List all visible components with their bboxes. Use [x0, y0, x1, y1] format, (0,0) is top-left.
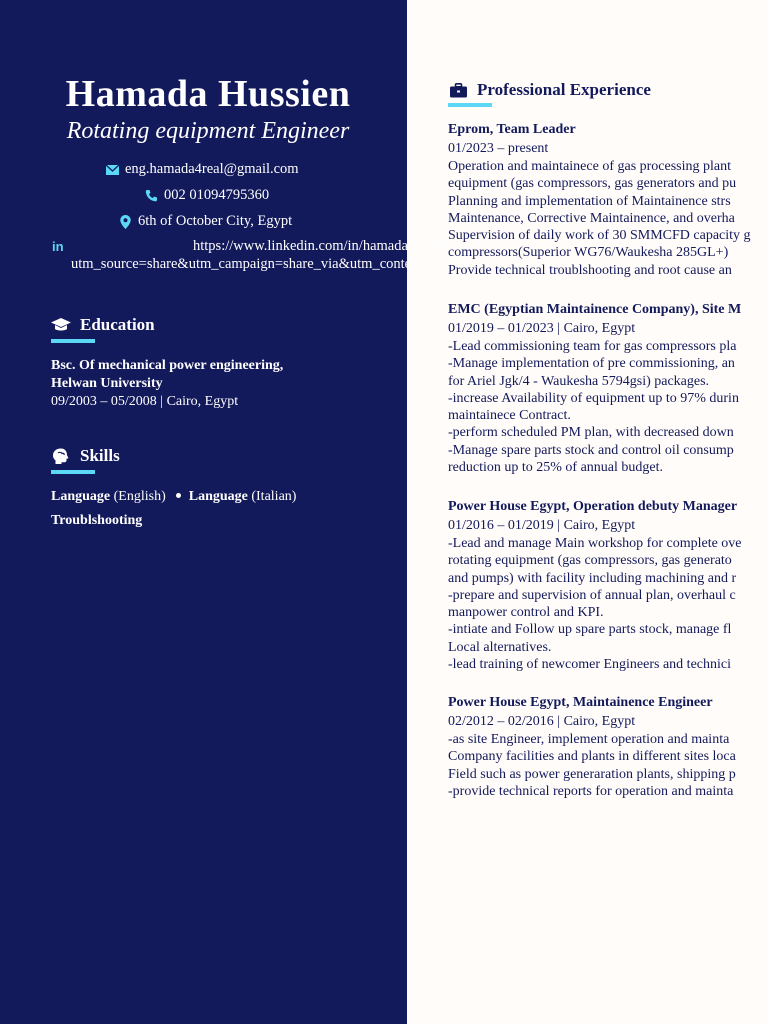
job-entry — [448, 497, 768, 673]
contact-email[interactable] — [105, 161, 299, 178]
job-line: -provide technical reports for operation and mainta — [448, 783, 734, 799]
job-line: -perform scheduled PM plan, with decreased down — [448, 425, 734, 441]
job-line: -Manage spare parts stock and control oil consump — [448, 442, 734, 458]
skill-label: Troublshooting — [51, 513, 143, 528]
graduation-cap-icon — [51, 316, 71, 334]
skills-heading — [51, 446, 120, 466]
job-entry — [448, 693, 768, 800]
education-dates: 09/2003 – 05/2008 | Cairo, Egypt — [51, 394, 239, 409]
job-line: Supervision of daily work of 30 SMMCFD capacity g — [448, 228, 751, 244]
job-line: rotating equipment (gas compressors, gas generato — [448, 553, 732, 569]
job-line: -prepare and supervision of annual plan, overhaul c — [448, 587, 736, 603]
skills-underline — [51, 470, 95, 474]
job-entry — [448, 300, 768, 476]
education-heading — [51, 315, 155, 335]
job-meta: 01/2016 – 01/2019 | Cairo, Egypt — [448, 518, 636, 533]
phone-icon — [144, 189, 158, 203]
person-role: Rotating equipment Engineer — [66, 118, 350, 144]
job-line: Company facilities and plants in different sites loca — [448, 749, 736, 765]
job-meta: 01/2023 – present — [448, 141, 549, 156]
education-heading-text: Education — [80, 315, 155, 334]
experience-underline — [448, 103, 492, 107]
job-line: equipment (gas compressors, gas generators and pu — [448, 176, 737, 192]
location-text: 6th of October City, Egypt — [138, 213, 293, 229]
job-line: Maintenance, Corrective Maintainence, and overha — [448, 210, 735, 226]
job-line: compressors(Superior WG76/Waukesha 285GL+) — [448, 245, 729, 261]
skills-row-1 — [51, 489, 296, 505]
linkedin-url-line2[interactable]: utm_source=share&utm_campaign=share_via&utm_content=profile — [71, 256, 470, 272]
job-entry — [448, 120, 768, 279]
job-line: manpower control and KPI. — [448, 605, 604, 621]
degree-line2: Helwan University — [51, 375, 163, 391]
linkedin-url-line1[interactable]: https://www.linkedin.com/in/hamada-hussien- — [193, 238, 462, 254]
education-underline — [51, 339, 95, 343]
location-pin-icon — [118, 215, 132, 229]
job-line: -increase Availability of equipment up to 97% durin — [448, 390, 739, 406]
briefcase-icon — [449, 81, 467, 99]
job-title: EMC (Egyptian Maintainence Company), Site M — [448, 302, 742, 317]
experience-heading — [449, 80, 651, 100]
job-line: -as site Engineer, implement operation and mainta — [448, 732, 730, 747]
job-description — [448, 731, 768, 800]
bullet-dot — [176, 493, 181, 498]
job-line: Operation and maintainece of gas processing plant — [448, 159, 732, 174]
education-entry — [51, 357, 283, 411]
job-description — [448, 535, 768, 673]
skills-row-2 — [51, 513, 142, 529]
mail-icon — [105, 163, 119, 177]
job-line: and pumps) with facility including machining and r — [448, 570, 737, 586]
linkedin-icon: in — [52, 239, 64, 254]
job-line: Planning and implementation of Maintainence strs — [448, 193, 731, 209]
contact-phone[interactable] — [144, 187, 269, 204]
email-text: eng.hamada4real@gmail.com — [125, 161, 299, 177]
skill-label: Language — [51, 489, 111, 504]
skill-label: Language — [188, 489, 248, 504]
job-line: -Lead commissioning team for gas compressors pla — [448, 339, 737, 354]
skill-detail: (Italian) — [251, 489, 297, 504]
job-line: reduction up to 25% of annual budget. — [448, 460, 664, 476]
experience-heading-text: Professional Experience — [477, 80, 651, 99]
job-title: Power House Egypt, Maintainence Engineer — [448, 695, 713, 710]
job-description — [448, 158, 768, 279]
skill-detail: (English) — [113, 489, 166, 504]
skills-heading-text: Skills — [80, 446, 120, 465]
job-line: -lead training of newcomer Engineers and technici — [448, 657, 731, 673]
brain-icon — [51, 447, 71, 465]
job-meta: 02/2012 – 02/2016 | Cairo, Egypt — [448, 714, 636, 729]
job-line: -Lead and manage Main workshop for complete ove — [448, 536, 742, 551]
job-meta: 01/2019 – 01/2023 | Cairo, Egypt — [448, 321, 636, 336]
phone-text: 002 01094795360 — [164, 187, 270, 203]
job-title: Power House Egypt, Operation debuty Manager — [448, 499, 738, 514]
job-title: Eprom, Team Leader — [448, 122, 576, 137]
job-line: -intiate and Follow up spare parts stock, manage fl — [448, 622, 732, 638]
job-line: maintainece Contract. — [448, 408, 571, 424]
job-line: Provide technical troublshooting and root cause an — [448, 262, 732, 278]
job-line: Field such as power generaration plants, shipping p — [448, 766, 736, 782]
degree-line1: Bsc. Of mechanical power engineering, — [51, 358, 284, 373]
job-description — [448, 338, 768, 476]
contact-location — [118, 213, 292, 230]
job-line: Local alternatives. — [448, 639, 552, 655]
job-line: -Manage implementation of pre commissioning, an — [448, 356, 735, 372]
person-name: Hamada Hussien — [65, 73, 351, 115]
job-line: for Ariel Jgk/4 - Waukesha 5794gsi) packages. — [448, 373, 710, 389]
